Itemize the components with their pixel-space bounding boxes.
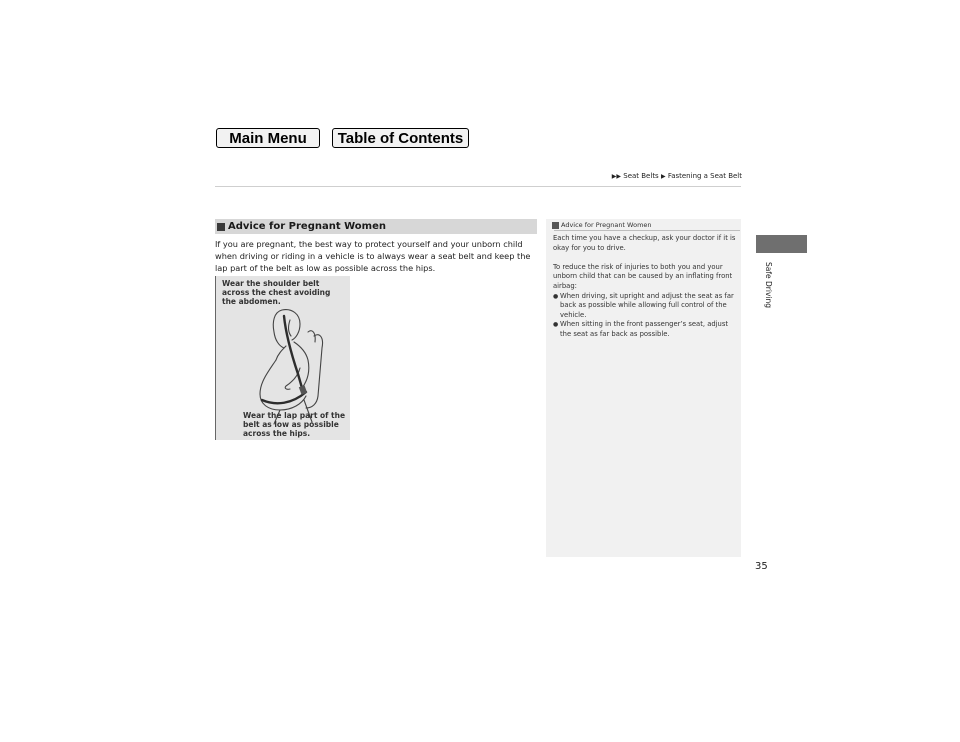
pregnant-seat-belt-illustration <box>215 276 350 440</box>
breadcrumb-fastening: Fastening a Seat Belt <box>667 172 742 180</box>
figure-caption-shoulder-belt: Wear the shoulder belt across the chest avoiding the abdomen. <box>222 279 331 306</box>
section-body-text: If you are pregnant, the best way to protect yourself and your unborn child when driving or riding in a vehicle is to always wear a seat belt and keep the lap part of the belt as low as possible across the hips. <box>215 239 531 273</box>
breadcrumb-seat-belts: Seat Belts <box>623 172 659 180</box>
side-note-paragraph: Each time you have a checkup, ask your doctor if it is okay for you to drive. <box>553 234 736 252</box>
chapter-tab-marker <box>756 235 807 253</box>
side-note-divider <box>554 230 740 231</box>
side-note-paragraph: To reduce the risk of injuries to both you and your unborn child that can be caused by an inflating front airbag: <box>553 262 733 290</box>
side-note-list <box>553 292 739 340</box>
breadcrumb <box>612 172 742 180</box>
section-heading <box>215 219 537 234</box>
side-note-bullet: ● When driving, sit upright and adjust the seat as far back as possible while allowing full control of the vehicle. <box>553 292 739 321</box>
chapter-tab-label: Safe Driving <box>764 262 773 308</box>
section-square-icon <box>217 223 225 231</box>
header-divider <box>215 186 741 187</box>
breadcrumb-arrow-icon: ▶▶ <box>611 173 622 180</box>
side-note-bullet: ● When sitting in the front passenger’s seat, adjust the seat as far back as possible. <box>553 320 739 339</box>
section-title: Advice for Pregnant Women <box>228 221 386 232</box>
side-note-title: Advice for Pregnant Women <box>561 221 652 229</box>
main-menu-button[interactable]: Main Menu <box>216 128 320 148</box>
side-note-header <box>552 221 652 229</box>
side-note-panel <box>546 219 741 557</box>
breadcrumb-arrow-icon: ▶ <box>660 173 666 180</box>
figure-caption-lap-belt: Wear the lap part of the belt as low as possible across the hips. <box>243 411 346 438</box>
page-number: 35 <box>755 561 768 572</box>
table-of-contents-button[interactable]: Table of Contents <box>332 128 469 148</box>
note-marker-icon <box>552 222 559 229</box>
side-note-body <box>553 234 739 340</box>
